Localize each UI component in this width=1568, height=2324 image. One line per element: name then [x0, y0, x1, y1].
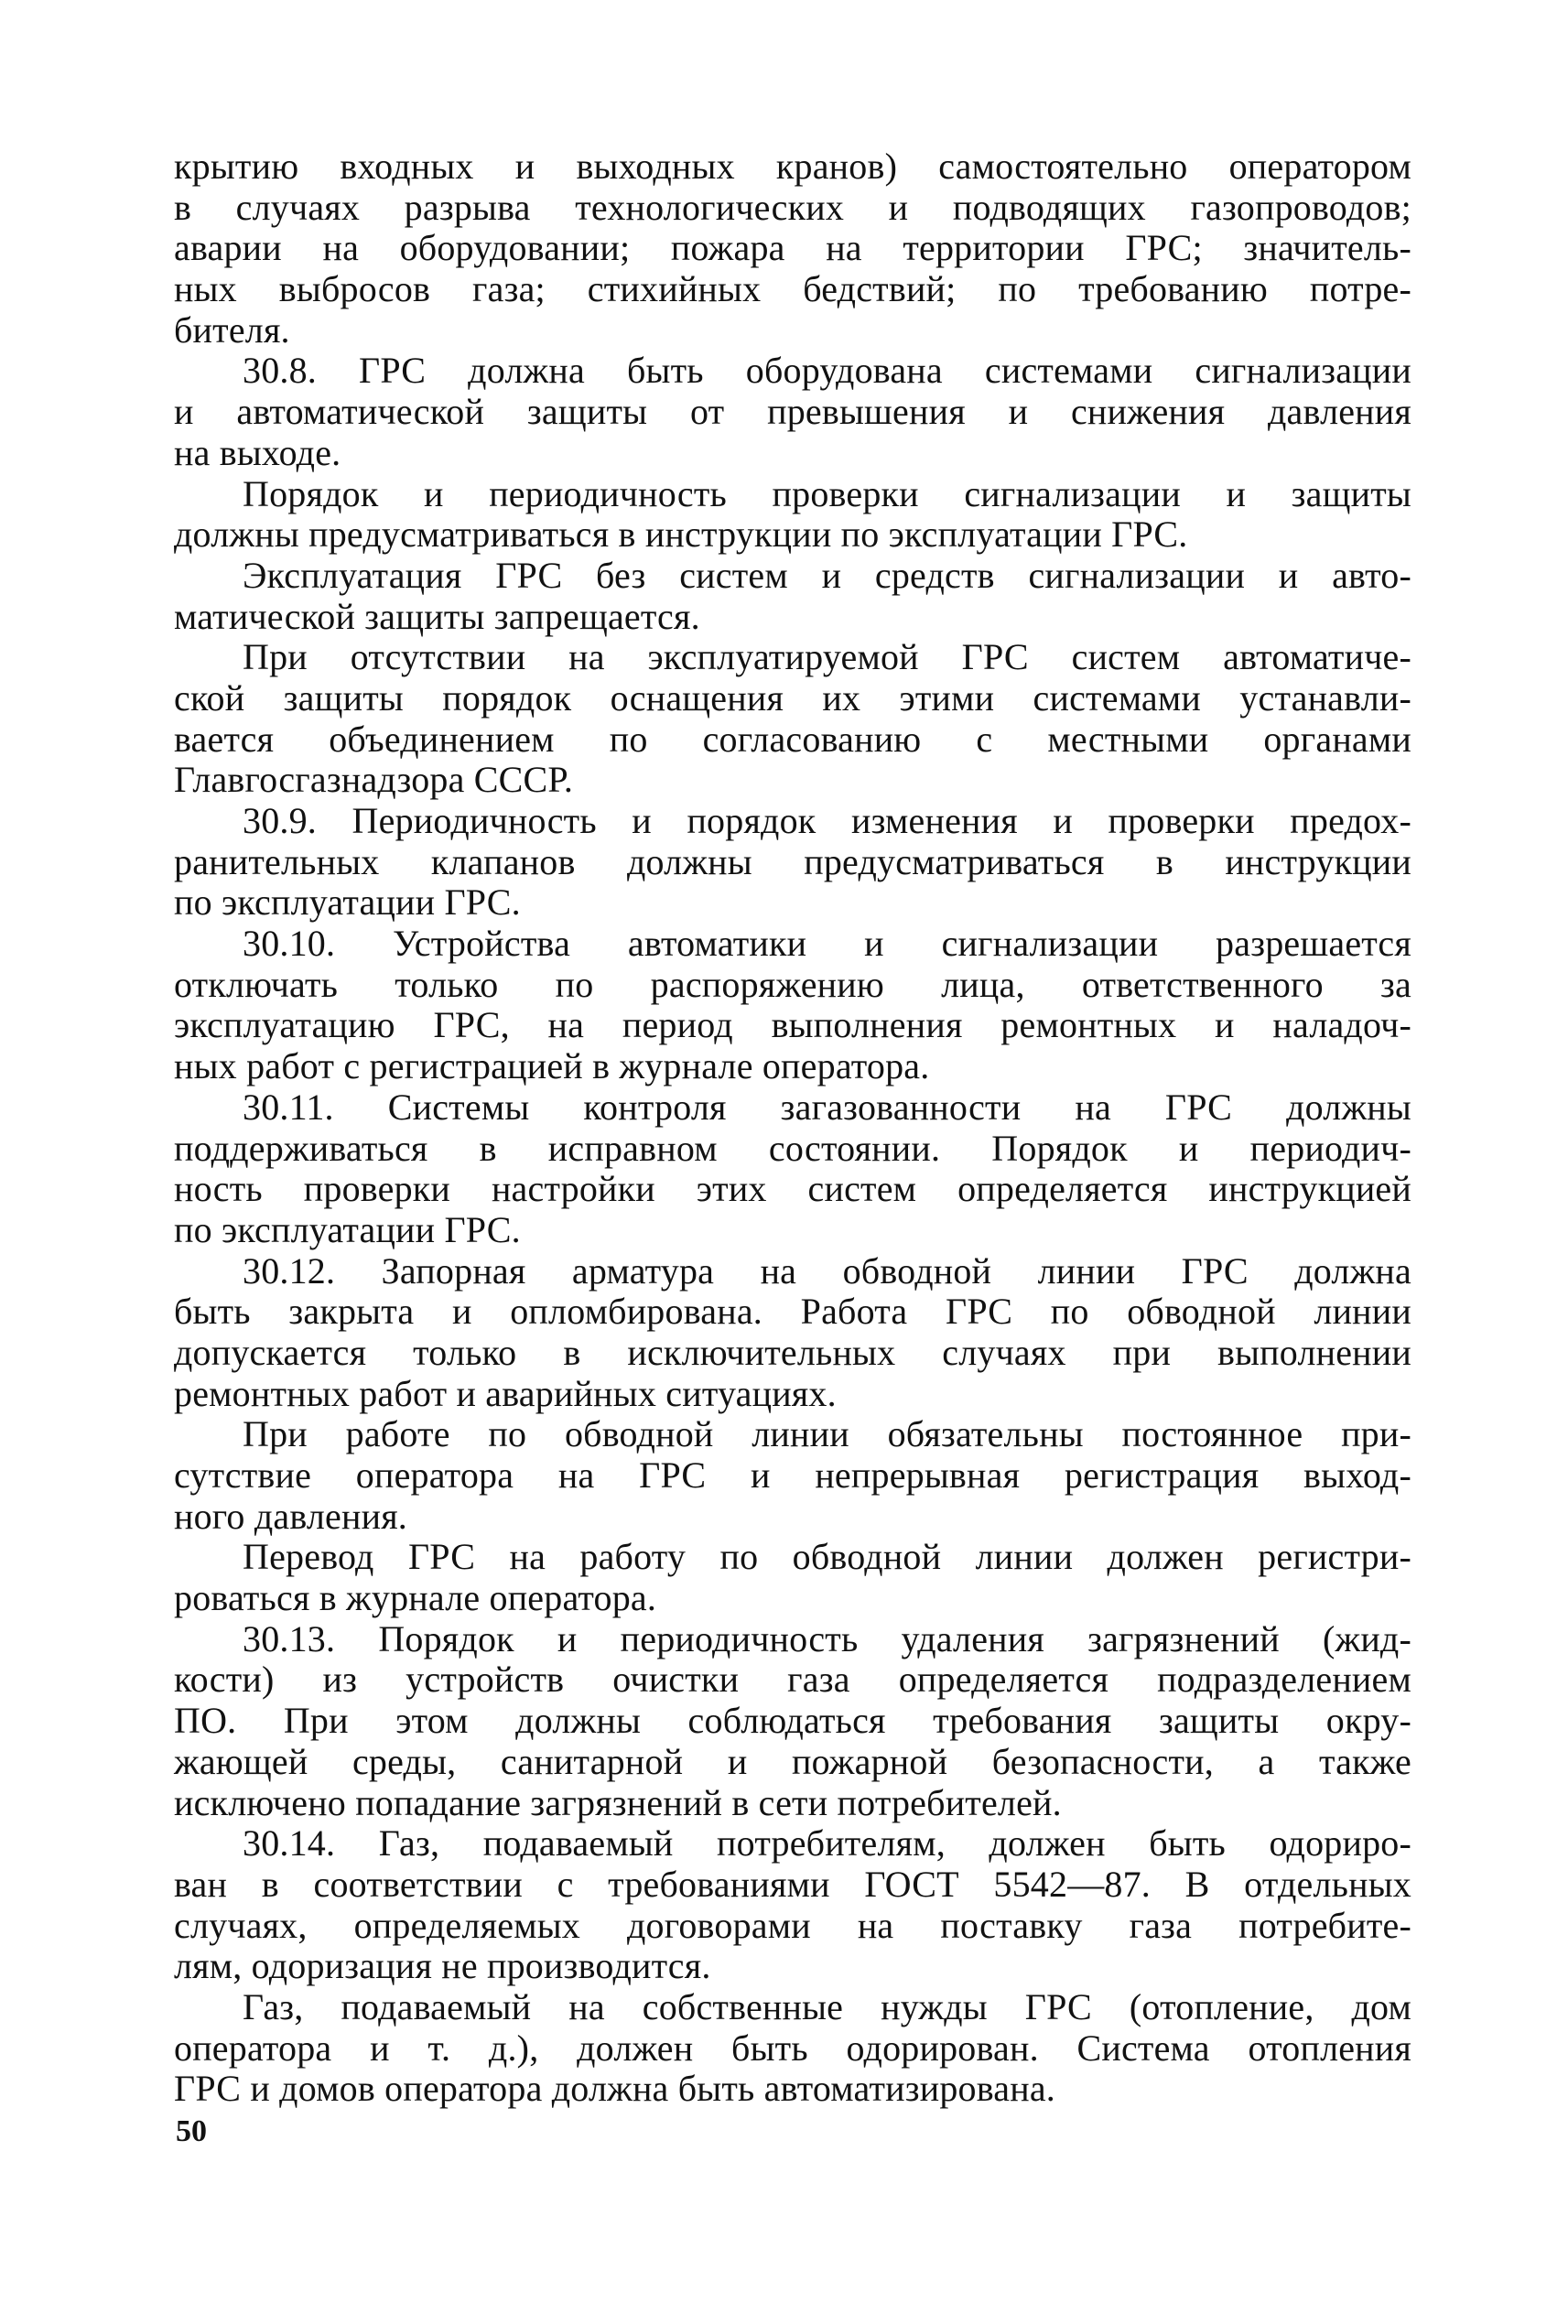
text-line: ван в соответствии с требованиями ГОСТ 5542—87. В отдельных — [174, 1863, 1411, 1905]
paragraph — [174, 637, 1411, 801]
text-line: 30.10. Устройства автоматики и сигнализации разрешается — [243, 923, 1411, 965]
text-line: Перевод ГРС на работу по обводной линии должен регистри- — [243, 1536, 1411, 1578]
text-line: кости) из устройств очистки газа определяется подразделением — [174, 1659, 1411, 1701]
paragraph — [174, 1619, 1411, 1823]
paragraph — [174, 474, 1411, 556]
text-line: При работе по обводной линии обязательны постоянное при- — [243, 1413, 1411, 1455]
text-line: по эксплуатации ГРС. — [174, 1208, 521, 1250]
text-line: ных выбросов газа; стихийных бедствий; по требованию потре- — [174, 268, 1411, 310]
text-line: 30.8. ГРС должна быть оборудована системами сигнализации — [243, 350, 1411, 392]
text-line: При отсутствии на эксплуатируемой ГРС систем автоматиче- — [243, 636, 1411, 678]
text-line: аварии на оборудовании; пожара на территории ГРС; значитель- — [174, 227, 1411, 269]
text-line: 30.12. Запорная арматура на обводной линии ГРС должна — [243, 1249, 1411, 1292]
text-line: Эксплуатация ГРС без систем и средств сигнализации и авто- — [243, 554, 1411, 596]
text-line: ного давления. — [174, 1495, 408, 1537]
text-line: 30.13. Порядок и периодичность удаления загрязнений (жид- — [243, 1617, 1411, 1659]
text-line: по эксплуатации ГРС. — [174, 881, 521, 924]
text-line: бителя. — [174, 308, 290, 351]
text-line: поддерживаться в исправном состоянии. Порядок и периодич- — [174, 1127, 1411, 1169]
paragraph — [174, 1251, 1411, 1415]
page-number: 50 — [176, 2114, 207, 2148]
text-line: должны предусматриваться в инструкции по эксплуатации ГРС. — [174, 513, 1188, 556]
text-line: исключено попадание загрязнений в сети потребителей. — [174, 1781, 1062, 1823]
paragraph — [174, 1823, 1411, 1987]
text-line: эксплуатацию ГРС, на период выполнения ремонтных и наладоч- — [174, 1004, 1411, 1046]
paragraph — [174, 146, 1411, 351]
text-line: ПО. При этом должны соблюдаться требования защиты окру- — [174, 1700, 1411, 1742]
text-line: 30.9. Периодичность и порядок изменения и проверки предох- — [243, 800, 1411, 841]
text-line: 30.11. Системы контроля загазованности на ГРС должны — [243, 1086, 1411, 1128]
text-line: Газ, подаваемый на собственные нужды ГРС (отопление, дом — [243, 1985, 1411, 2027]
text-line: 30.14. Газ, подаваемый потребителям, должен быть одориро- — [243, 1822, 1411, 1865]
text-line: и автоматической защиты от превышения и снижения давления — [174, 391, 1411, 433]
text-line: крытию входных и выходных кранов) самостоятельно оператором — [174, 146, 1411, 187]
paragraph — [174, 1987, 1411, 2110]
text-line: матической защиты запрещается. — [174, 595, 700, 637]
text-line: ность проверки настройки этих систем определяется инструкцией — [174, 1168, 1411, 1210]
text-line: ремонтных работ и аварийных ситуациях. — [174, 1372, 837, 1414]
text-line: ранительных клапанов должны предусматриваться в инструкции — [174, 840, 1411, 882]
text-line: случаях, определяемых договорами на поставку газа потребите- — [174, 1904, 1411, 1946]
text-line: лям, одоризация не производится. — [174, 1945, 711, 1987]
text-line: ных работ с регистрацией в журнале оператора. — [174, 1045, 930, 1087]
text-line: роваться в журнале оператора. — [174, 1577, 657, 1619]
paragraph — [174, 801, 1411, 924]
paragraph — [174, 924, 1411, 1087]
text-line: вается объединением по согласованию с местными органами — [174, 718, 1411, 760]
text-line: оператора и т. д.), должен быть одорирован. Система отопления — [174, 2027, 1411, 2069]
text-line: отключать только по распоряжению лица, ответственного за — [174, 963, 1411, 1005]
text-line: Главгосгазнадзора СССР. — [174, 759, 574, 801]
paragraph — [174, 351, 1411, 473]
text-line: ГРС и домов оператора должна быть автоматизирована. — [174, 2068, 1056, 2110]
paragraph — [174, 556, 1411, 637]
text-line: быть закрыта и опломбирована. Работа ГРС по обводной линии — [174, 1291, 1411, 1333]
paragraph — [174, 1414, 1411, 1537]
text-line: на выходе. — [174, 431, 341, 473]
text-line: в случаях разрыва технологических и подводящих газопроводов; — [174, 186, 1411, 228]
document-page — [174, 146, 1411, 2110]
paragraph — [174, 1537, 1411, 1618]
text-line: ской защиты порядок оснащения их этими системами устанавли- — [174, 676, 1411, 719]
text-line: допускается только в исключительных случаях при выполнении — [174, 1331, 1411, 1373]
text-line: сутствие оператора на ГРС и непрерывная регистрация выход- — [174, 1454, 1411, 1496]
paragraph — [174, 1087, 1411, 1251]
text-line: жающей среды, санитарной и пожарной безопасности, а также — [174, 1740, 1411, 1782]
text-line: Порядок и периодичность проверки сигнализации и защиты — [243, 472, 1411, 514]
